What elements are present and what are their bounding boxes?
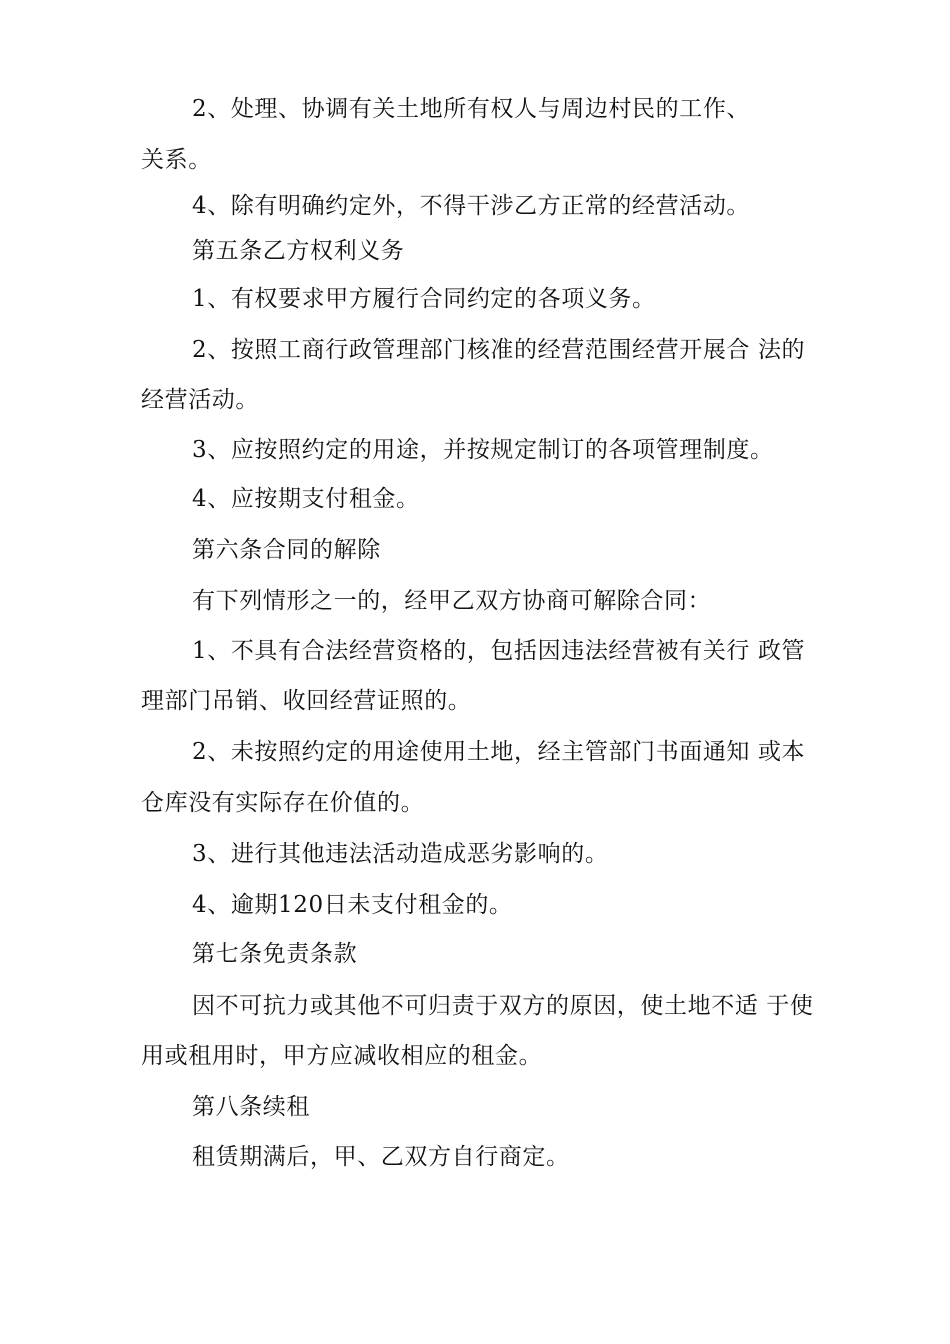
section-heading: 第五条乙方权利义务 — [192, 238, 405, 264]
text-line: 租赁期满后，甲、乙双方自行商定。 — [192, 1144, 570, 1170]
section-heading: 第七条免责条款 — [192, 941, 358, 967]
text-line: 因不可抗力或其他不可归责于双方的原因，使土地不适 于使 — [192, 993, 814, 1019]
text-line: 有下列情形之一的，经甲乙双方协商可解除合同： — [192, 588, 712, 614]
text-line: 2、按照工商行政管理部门核准的经营范围经营开展合 法的 — [192, 337, 806, 363]
text-line: 1、不具有合法经营资格的，包括因违法经营被有关行 政管 — [192, 638, 806, 664]
text-line: 用或租用时，甲方应减收相应的租金。 — [141, 1043, 543, 1069]
text-line: 4、逾期120日未支付租金的。 — [192, 892, 513, 918]
text-line: 3、进行其他违法活动造成恶劣影响的。 — [192, 841, 609, 867]
text-line: 2、处理、协调有关土地所有权人与周边村民的工作、 — [192, 96, 751, 122]
text-line: 1、有权要求甲方履行合同约定的各项义务。 — [192, 286, 656, 312]
text-line: 3、应按照约定的用途，并按规定制订的各项管理制度。 — [192, 437, 774, 463]
section-heading: 第六条合同的解除 — [192, 537, 381, 563]
text-line: 4、应按期支付租金。 — [192, 486, 420, 512]
text-line: 关系。 — [141, 147, 212, 173]
text-line: 理部门吊销、收回经营证照的。 — [141, 688, 472, 714]
section-heading: 第八条续租 — [192, 1094, 310, 1120]
text-line: 2、未按照约定的用途使用土地，经主管部门书面通知 或本 — [192, 739, 806, 765]
text-line: 4、除有明确约定外，不得干涉乙方正常的经营活动。 — [192, 193, 751, 219]
text-line: 仓库没有实际存在价值的。 — [141, 790, 425, 816]
text-line: 经营活动。 — [141, 387, 259, 413]
